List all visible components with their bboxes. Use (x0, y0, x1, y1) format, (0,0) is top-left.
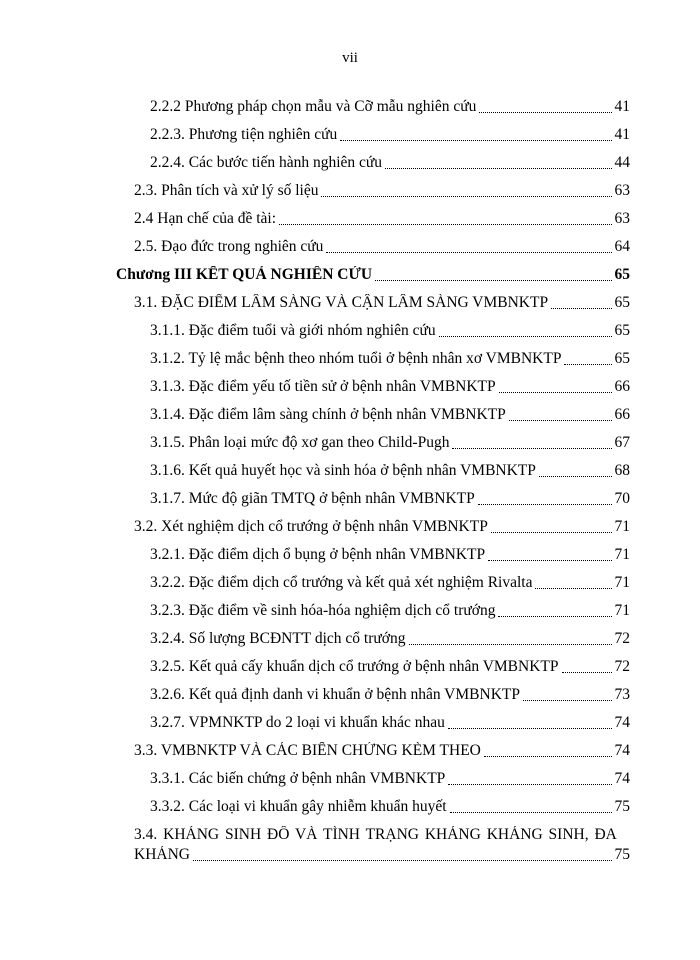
toc-entry[interactable]: 3.2.6. Kết quả định danh vi khuẩn ở bệnh nhân VMBNKTP 73 (150, 686, 630, 703)
toc-entry[interactable]: 3.1.5. Phân loại mức độ xơ gan theo Child-Pugh 67 (150, 434, 630, 451)
toc-entry-last-line2[interactable]: KHÁNG 75 (134, 846, 630, 863)
toc-entry[interactable]: 3.3. VMBNKTP VÀ CÁC BIẾN CHỨNG KÈM THEO 74 (134, 742, 630, 759)
toc-entry[interactable]: 3.3.2. Các loại vi khuẩn gây nhiễm khuẩn huyết 75 (150, 798, 630, 815)
toc-entry[interactable]: 2.2.2 Phương pháp chọn mẫu và Cỡ mẫu nghiên cứu 41 (150, 98, 630, 115)
toc-entry[interactable]: 3.2.1. Đặc điểm dịch ổ bụng ở bệnh nhân VMBNKTP 71 (150, 546, 630, 563)
toc-entry[interactable]: 3.1. ĐẶC ĐIỂM LÂM SÀNG VÀ CẬN LÂM SÀNG VMBNKTP 65 (134, 294, 630, 311)
toc-entry[interactable]: 3.1.6. Kết quả huyết học và sinh hóa ở bệnh nhân VMBNKTP 68 (150, 462, 630, 479)
toc-entry[interactable]: 2.5. Đạo đức trong nghiên cứu 64 (134, 238, 630, 255)
toc-entry[interactable]: 2.2.4. Các bước tiến hành nghiên cứu 44 (150, 154, 630, 171)
toc-entry[interactable]: 3.2.4. Số lượng BCĐNTT dịch cổ trướng 72 (150, 630, 630, 647)
toc-entry[interactable]: 3.2.7. VPMNKTP do 2 loại vi khuẩn khác nhau 74 (150, 714, 630, 731)
toc-entry[interactable]: 2.4 Hạn chế của đề tài: 63 (134, 210, 630, 227)
toc-entry[interactable]: 2.3. Phân tích và xử lý số liệu 63 (134, 182, 630, 199)
toc-entry[interactable]: 3.3.1. Các biến chứng ở bệnh nhân VMBNKTP 74 (150, 770, 630, 787)
toc-entry[interactable]: 3.1.7. Mức độ giãn TMTQ ở bệnh nhân VMBNKTP 70 (150, 490, 630, 507)
toc-entry[interactable]: 2.2.3. Phương tiện nghiên cứu 41 (150, 126, 630, 143)
toc-entry[interactable]: 3.1.2. Tỷ lệ mắc bệnh theo nhóm tuổi ở bệnh nhân xơ VMBNKTP 65 (150, 350, 630, 367)
toc-entry[interactable]: 3.2.5. Kết quả cấy khuẩn dịch cổ trướng ở bệnh nhân VMBNKTP 72 (150, 658, 630, 675)
toc-entry[interactable]: 3.1.3. Đặc điểm yếu tố tiền sử ở bệnh nhân VMBNKTP 66 (150, 378, 630, 395)
toc-entry[interactable]: 3.2.3. Đặc điểm về sinh hóa-hóa nghiệm dịch cổ trướng 71 (150, 602, 630, 619)
toc-entry[interactable]: 3.2.2. Đặc điểm dịch cổ trướng và kết quả xét nghiệm Rivalta 71 (150, 574, 630, 591)
toc-chapter-entry[interactable]: Chương III KẾT QUẢ NGHIÊN CỨU 65 (116, 266, 630, 283)
toc-entry[interactable]: 3.1.1. Đặc điểm tuổi và giới nhóm nghiên cứu 65 (150, 322, 630, 339)
page-number: vii (342, 50, 358, 66)
toc-entry[interactable]: 3.2. Xét nghiệm dịch cổ trướng ở bệnh nhân VMBNKTP 71 (134, 518, 630, 535)
toc-entry[interactable]: 3.1.4. Đặc điểm lâm sàng chính ở bệnh nhân VMBNKTP 66 (150, 406, 630, 423)
toc-entry-last-line1[interactable]: 3.4. KHÁNG SINH ĐỒ VÀ TÌNH TRẠNG KHÁNG KHÁNG SINH, ĐA (134, 826, 617, 843)
